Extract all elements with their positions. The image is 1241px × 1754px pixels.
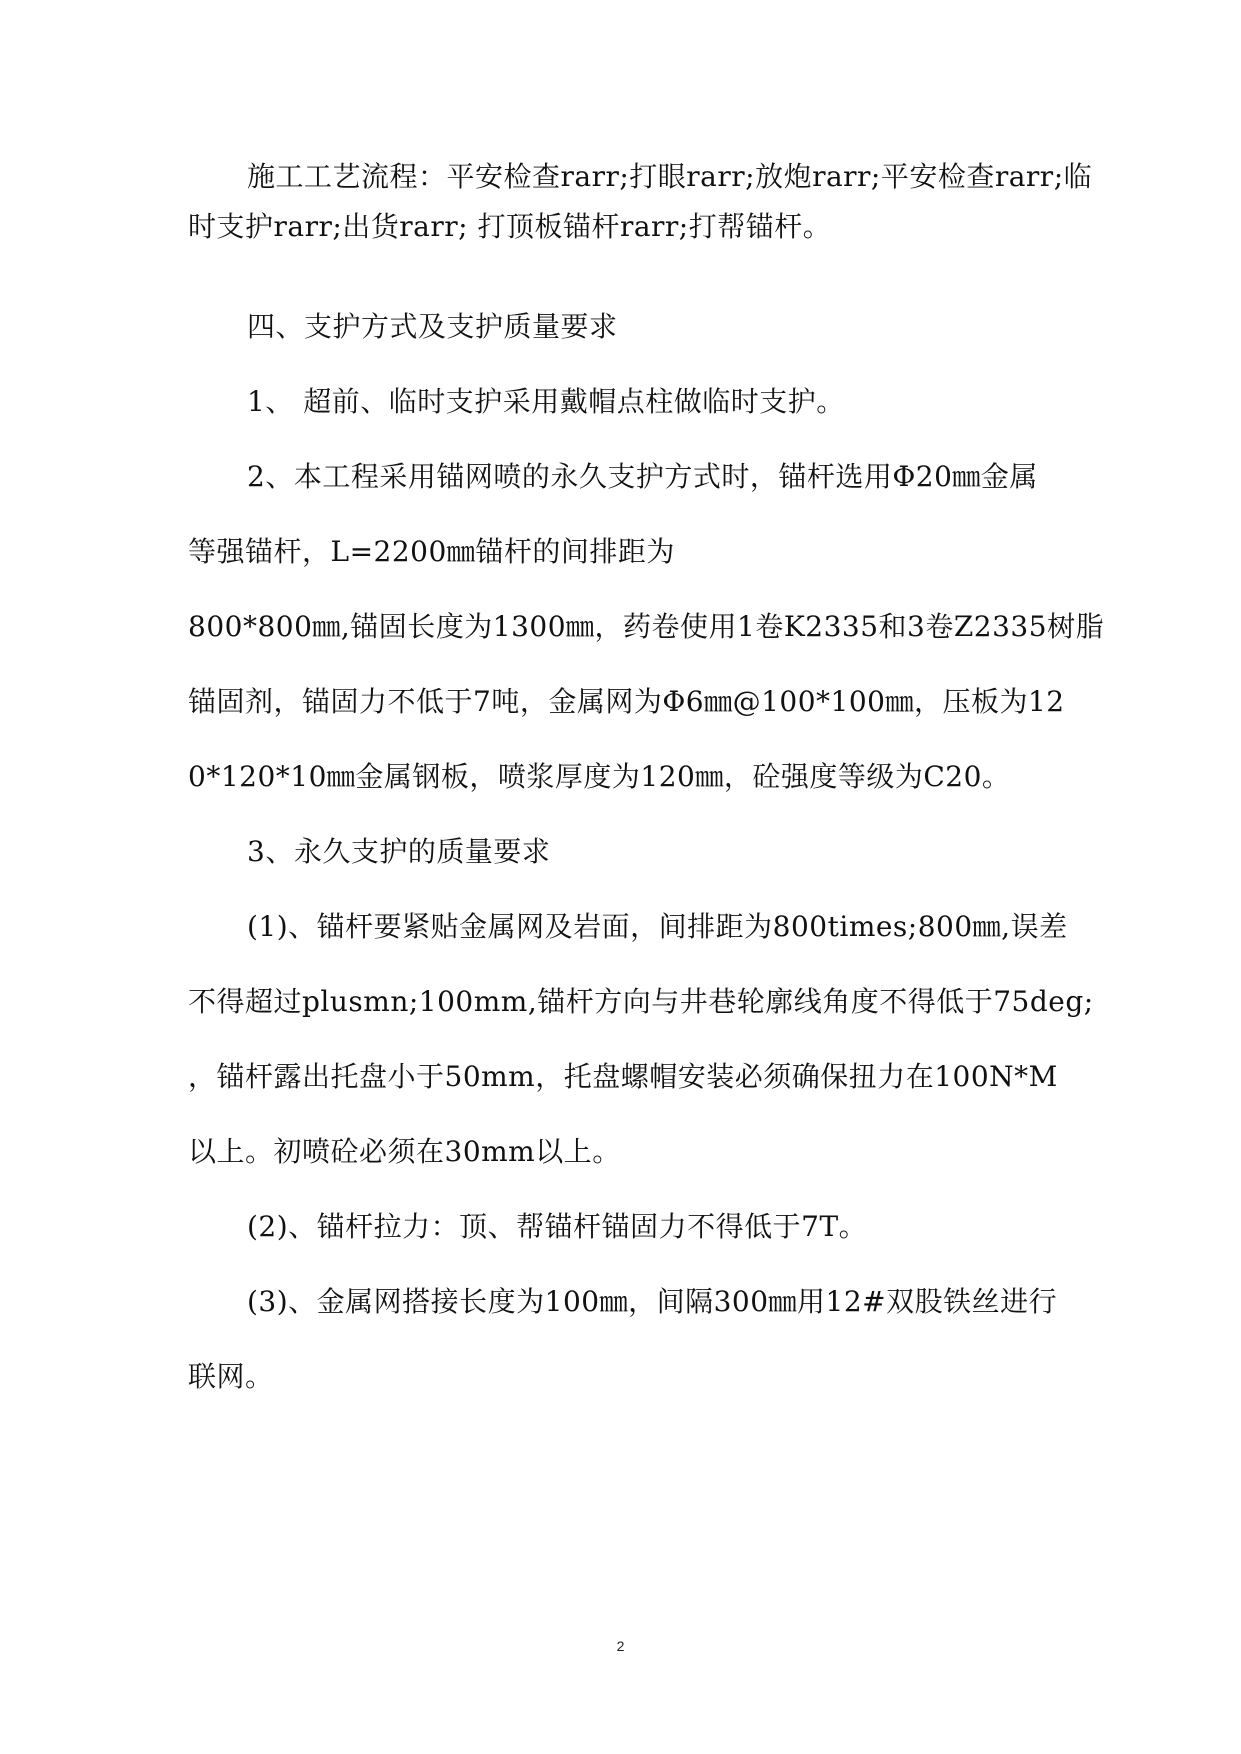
- page-number: 2: [616, 1638, 625, 1654]
- paragraph-line: 联网。: [188, 1360, 274, 1393]
- paragraph-line: 以上。初喷砼必须在30mm以上。: [188, 1135, 621, 1168]
- paragraph-line: 施工工艺流程：平安检查rarr;打眼rarr;放炮rarr;平安检查rarr;临: [247, 160, 1093, 193]
- paragraph-line: 不得超过plusmn;100mm,锚杆方向与井巷轮廓线角度不得低于75deg;: [188, 985, 1094, 1018]
- paragraph-line: 0*120*10㎜金属钢板，喷浆厚度为120㎜，砼强度等级为C20。: [188, 760, 1011, 793]
- paragraph-line: 800*800㎜,锚固长度为1300㎜，药卷使用1卷K2335和3卷Z2335树脂: [188, 610, 1105, 643]
- paragraph-line: ，锚杆露出托盘小于50mm，托盘螺帽安装必须确保扭力在100N*M: [188, 1060, 1058, 1093]
- section-heading: 四、支护方式及支护质量要求: [247, 310, 618, 343]
- paragraph-line: (1)、锚杆要紧贴金属网及岩面，间排距为800times;800㎜,误差: [247, 910, 1068, 943]
- paragraph-line: (2)、锚杆拉力：顶、帮锚杆锚固力不得低于7T。: [247, 1210, 868, 1243]
- paragraph-line: 时支护rarr;出货rarr; 打顶板锚杆rarr;打帮锚杆。: [188, 210, 832, 243]
- subsection-heading: 3、永久支护的质量要求: [247, 835, 551, 868]
- paragraph-line: 2、本工程采用锚网喷的永久支护方式时，锚杆选用Φ20㎜金属: [247, 460, 1038, 493]
- paragraph-line: 锚固剂，锚固力不低于7吨，金属网为Φ6㎜@100*100㎜，压板为12: [188, 685, 1065, 718]
- paragraph-line: (3)、金属网搭接长度为100㎜，间隔300㎜用12#双股铁丝进行: [247, 1285, 1058, 1318]
- paragraph-line: 1、 超前、临时支护采用戴帽点柱做临时支护。: [247, 385, 845, 418]
- paragraph-line: 等强锚杆，L=2200㎜锚杆的间排距为: [188, 535, 675, 568]
